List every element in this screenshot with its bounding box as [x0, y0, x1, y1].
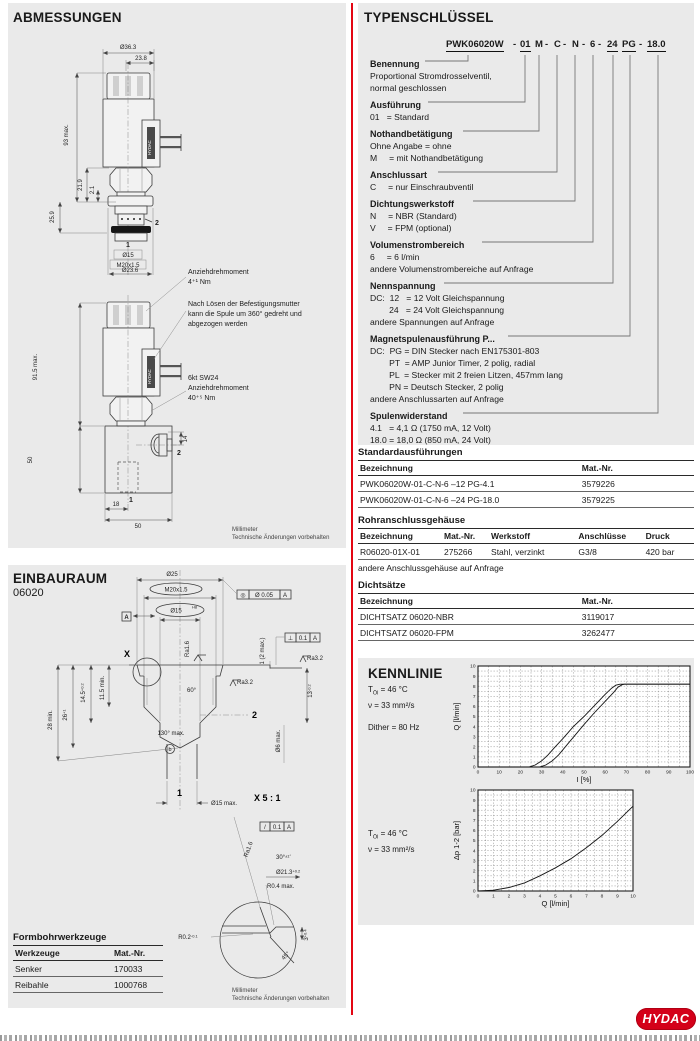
x-tick-label: 1 — [492, 894, 495, 900]
y-tick-label: 6 — [472, 829, 476, 835]
svg-text:23.8: 23.8 — [135, 56, 147, 62]
svg-text:14: 14 — [183, 435, 189, 443]
svg-text:A: A — [282, 593, 288, 599]
svg-text:1: 1 — [129, 497, 133, 504]
y-tick-label: 7 — [472, 695, 476, 700]
svg-text:X: X — [124, 649, 131, 659]
x-tick-label: 90 — [666, 770, 672, 776]
svg-text:40⁺⁵ Nm: 40⁺⁵ Nm — [188, 395, 216, 402]
svg-text:60°: 60° — [187, 688, 197, 694]
column-header: Bezeichnung — [358, 594, 580, 609]
x-tick-label: 40 — [560, 770, 566, 776]
svg-text:H8: H8 — [192, 604, 198, 610]
type-code-segment: 6 — [590, 39, 596, 50]
type-code-segment: 18.0 — [647, 39, 666, 50]
y-axis-label: Δp 1-2 [bar] — [452, 820, 461, 861]
svg-text:21.9: 21.9 — [78, 179, 84, 191]
table-cell: Reibahle — [13, 977, 112, 993]
code-section-heading: Spulenwiderstand — [370, 411, 448, 421]
svg-text:abgezogen werden: abgezogen werden — [188, 321, 248, 328]
column-divider — [351, 3, 353, 1015]
column-header: Mat.-Nr. — [112, 946, 163, 961]
svg-text:6kt SW24: 6kt SW24 — [188, 375, 219, 382]
x-tick-label: 80 — [644, 770, 651, 776]
table-row — [358, 476, 694, 492]
svg-text:Ra3.2: Ra3.2 — [307, 656, 324, 662]
tools-table-title: Formbohrwerkzeuge — [13, 932, 107, 943]
code-section-line: andere Spannungen auf Anfrage — [370, 317, 495, 327]
ordering-code-sections — [370, 53, 690, 446]
column-header: Druck — [644, 529, 694, 544]
x-tick-label: 10 — [496, 770, 502, 776]
svg-text:Ø6 max.: Ø6 max. — [276, 729, 282, 753]
svg-text:Anziehdrehmoment: Anziehdrehmoment — [188, 385, 249, 392]
standard-table-title: Standardausführungen — [358, 447, 463, 458]
svg-text:Ra1.6: Ra1.6 — [185, 640, 191, 658]
table-cell: PWK06020W-01-C-N-6 –12 PG-4.1 — [358, 476, 580, 492]
code-section-line: DC: PG = DIN Stecker nach EN175301-803 — [370, 346, 540, 356]
column-header: Anschlüsse — [576, 529, 643, 544]
svg-text:4⁺¹ Nm: 4⁺¹ Nm — [188, 279, 211, 286]
table-cell: 3579225 — [580, 492, 694, 508]
code-section-heading: Benennung — [370, 59, 420, 69]
x-tick-label: 8 — [600, 894, 604, 900]
code-section-line: 18.0 = 18,0 Ω (850 mA, 24 Volt) — [370, 435, 491, 445]
type-code-segment: - — [639, 39, 643, 50]
y-axis-label: Q [l/min] — [452, 702, 461, 731]
code-section-line: Ohne Angabe = ohne — [370, 141, 452, 151]
code-section-line: 4.1 = 4,1 Ω (1750 mA, 12 Volt) — [370, 423, 491, 433]
y-tick-label: 8 — [472, 684, 476, 690]
code-section-line: C = nur Einschraubventil — [370, 182, 474, 192]
svg-text:50: 50 — [134, 524, 142, 530]
svg-text:Ø15 max.: Ø15 max. — [211, 801, 238, 807]
svg-text:◎: ◎ — [240, 593, 246, 599]
svg-text:b: b — [168, 747, 172, 754]
x-tick-label: 3 — [523, 894, 526, 900]
x-tick-label: 70 — [623, 770, 630, 776]
type-code-segment: C — [554, 39, 561, 50]
svg-text:25.9: 25.9 — [50, 211, 56, 223]
svg-text:28 min.: 28 min. — [48, 710, 54, 730]
table-cell: PWK06020W-01-C-N-6 –24 PG-18.0 — [358, 492, 580, 508]
hydac-logo: HYDAC — [636, 1008, 696, 1030]
formbohrwerkzeuge-block — [13, 930, 163, 993]
standard-versions-table — [358, 460, 694, 508]
solenoid-valve-upper — [103, 73, 181, 192]
x-tick-label: 7 — [585, 894, 588, 900]
x-tick-label: 5 — [554, 894, 557, 900]
type-code-segment: PG — [622, 39, 636, 50]
svg-text:M20x1.5: M20x1.5 — [116, 263, 140, 269]
code-section-line: N = NBR (Standard) — [370, 211, 457, 221]
x-tick-label: 2 — [507, 894, 511, 900]
svg-text:2: 2 — [155, 220, 159, 227]
y-tick-label: 1 — [472, 755, 476, 761]
y-tick-label: 9 — [472, 798, 476, 804]
svg-text:2: 2 — [252, 710, 258, 720]
svg-text:Ra3.2: Ra3.2 — [237, 680, 254, 686]
svg-text:18: 18 — [112, 502, 120, 508]
code-section-line: Proportional Stromdrosselventil, — [370, 71, 492, 81]
table-row — [358, 625, 694, 641]
y-tick-label: 0 — [472, 889, 476, 895]
svg-text:Ø25: Ø25 — [166, 572, 178, 578]
type-code-segment: - — [598, 39, 602, 50]
code-section-line: 24 = 24 Volt Gleichspannung — [370, 305, 505, 315]
column-header: Bezeichnung — [358, 461, 580, 476]
x-tick-label: 0 — [476, 770, 480, 776]
table-row — [13, 977, 163, 993]
abmessungen-panel — [8, 3, 346, 548]
table-cell: DICHTSATZ 06020-NBR — [358, 609, 580, 625]
units-note: Millimeter — [232, 988, 258, 994]
table-row — [358, 544, 694, 560]
svg-text:11.5 min.: 11.5 min. — [100, 675, 106, 701]
table-cell: 1000768 — [112, 977, 163, 993]
table-cell: DICHTSATZ 06020-FPM — [358, 625, 580, 641]
svg-text:3+0.4: $3^{+0.4}$ — [302, 929, 310, 941]
tools-table — [13, 945, 163, 993]
code-section-line: DC: 12 = 12 Volt Gleichspannung — [370, 293, 505, 303]
abmessungen-title: ABMESSUNGEN — [13, 10, 122, 25]
svg-text:Ø15: Ø15 — [170, 608, 182, 615]
svg-text:/: / — [264, 825, 266, 831]
svg-text:Ø21.3+0.2: $Ø21.3^{+0.2}$ — [276, 868, 301, 876]
table-row — [358, 609, 694, 625]
column-header: Mat.-Nr. — [580, 461, 694, 476]
table-row — [13, 961, 163, 977]
code-section-line: PT = AMP Junior Timer, 2 polig, radial — [370, 358, 536, 368]
footer-cut-text-strip — [0, 1035, 700, 1041]
changes-note: Technische Änderungen vorbehalten — [232, 996, 330, 1002]
kennlinie-title: KENNLINIE — [368, 666, 443, 681]
code-section-line: normal geschlossen — [370, 83, 447, 93]
x-axis-label: Q [l/min] — [541, 899, 570, 908]
svg-text:50: 50 — [28, 456, 34, 464]
svg-text:A: A — [286, 825, 292, 831]
svg-text:130° max.: 130° max. — [157, 731, 185, 737]
svg-text:Ø 0.05: Ø 0.05 — [254, 593, 274, 599]
column-header: Bezeichnung — [358, 529, 442, 544]
svg-text:X 5 : 1: X 5 : 1 — [254, 793, 281, 803]
y-tick-label: 4 — [472, 849, 476, 855]
x-tick-label: 10 — [630, 894, 636, 900]
x-tick-label: 50 — [581, 770, 587, 776]
code-section-line: 01 = Standard — [370, 112, 430, 122]
svg-text:1 (2 max.): 1 (2 max.) — [260, 637, 266, 665]
cavity-profile — [48, 570, 324, 978]
type-code-segment: PWK06020W — [446, 39, 504, 50]
svg-text:45°: 45° — [280, 950, 292, 962]
svg-text:R0.4 max.: R0.4 max. — [267, 884, 295, 890]
y-tick-label: 10 — [470, 788, 476, 794]
changes-note: Technische Änderungen vorbehalten — [232, 535, 330, 541]
y-tick-label: 2 — [472, 869, 476, 875]
test-conditions-2: $T_{Öl} = 46$ °C ν = 33 mm²/s — [368, 829, 415, 854]
y-tick-label: 6 — [472, 705, 476, 711]
y-tick-label: 0 — [472, 765, 476, 771]
type-code-segment: - — [545, 39, 549, 50]
dicht-table-title: Dichtsätze — [358, 580, 406, 591]
column-header: Werkstoff — [489, 529, 576, 544]
typenschluessel-panel — [358, 3, 694, 445]
code-section-line: andere Anschlussarten auf Anfrage — [370, 394, 504, 404]
y-tick-label: 5 — [472, 715, 476, 721]
svg-text:A: A — [312, 636, 318, 642]
x-axis-label: I [%] — [576, 775, 592, 784]
y-tick-label: 3 — [472, 735, 476, 741]
test-conditions-1: $T_{Öl} = 46$ °C ν = 33 mm²/s Dither = 80 Hz — [368, 685, 420, 732]
code-section-heading: Nennspannung — [370, 281, 436, 291]
svg-text:Ø36.3: Ø36.3 — [119, 45, 137, 51]
y-tick-label: 10 — [470, 664, 476, 670]
code-section-line: PN = Deutsch Stecker, 2 polig — [370, 382, 504, 392]
table-cell: 420 bar — [644, 544, 694, 560]
code-section-heading: Volumenstrombereich — [370, 240, 465, 250]
pipe-housing-table — [358, 528, 694, 560]
type-code-segment: - — [513, 39, 517, 50]
svg-text:1: 1 — [177, 788, 183, 798]
flow-vs-current-chart — [448, 660, 694, 786]
svg-text:⊥: ⊥ — [287, 636, 294, 642]
svg-text:26+1: $26^{+1}$ — [61, 709, 69, 721]
code-section-heading: Dichtungswerkstoff — [370, 199, 455, 209]
type-code-segment: - — [582, 39, 586, 50]
einbauraum-title: EINBAURAUM — [13, 571, 108, 586]
table-cell: 170033 — [112, 961, 163, 977]
code-section-heading: Ausführung — [370, 100, 421, 110]
code-section-heading: Magnetspulenausführung P... — [370, 334, 495, 344]
svg-text:Ø23.6: Ø23.6 — [121, 268, 139, 274]
pressure-drop-vs-flow-chart — [448, 786, 694, 920]
type-code-segment: N — [572, 39, 579, 50]
svg-text:13-0.2: $13^{-0.2}$ — [306, 684, 314, 698]
column-header: Mat.-Nr. — [442, 529, 489, 544]
x-tick-label: 20 — [517, 770, 524, 776]
svg-text:30°±1°: 30°$^{\pm 1^\circ}$ — [276, 853, 292, 861]
table-row — [358, 492, 694, 508]
table-cell: 3119017 — [580, 609, 694, 625]
svg-text:0.1: 0.1 — [298, 636, 308, 642]
svg-text:1: 1 — [126, 242, 130, 249]
svg-text:91.5 max.: 91.5 max. — [33, 353, 39, 381]
dimensions-drawing — [8, 3, 346, 548]
gehaeuse-table-title: Rohranschlussgehäuse — [358, 515, 466, 526]
typenschluessel-title: TYPENSCHLÜSSEL — [364, 10, 494, 25]
svg-text:Anziehdrehmoment: Anziehdrehmoment — [188, 269, 249, 276]
y-tick-label: 1 — [472, 879, 476, 885]
svg-text:0.1: 0.1 — [272, 825, 282, 831]
x-tick-label: 6 — [569, 894, 573, 900]
svg-text:kann die Spule um 360° gedreht: kann die Spule um 360° gedreht und — [188, 311, 302, 318]
column-header: Werkzeuge — [13, 946, 112, 961]
y-tick-label: 8 — [472, 808, 476, 814]
plug-brand-label: HYDAC — [147, 140, 152, 155]
code-section-line: V = FPM (optional) — [370, 223, 452, 233]
table-cell: 275266 — [442, 544, 489, 560]
x-tick-label: 0 — [476, 894, 480, 900]
x-tick-label: 60 — [602, 770, 608, 776]
y-tick-label: 4 — [472, 725, 476, 731]
einbauraum-subtitle: 06020 — [13, 587, 44, 599]
code-section-line: M = mit Nothandbetätigung — [370, 153, 483, 163]
svg-text:93 max.: 93 max. — [64, 124, 70, 146]
svg-text:Ra1.6: Ra1.6 — [243, 841, 255, 859]
code-section-line: 6 = 6 l/min — [370, 252, 420, 262]
type-code-segment: - — [563, 39, 567, 50]
kennlinie-panel — [358, 658, 694, 925]
y-tick-label: 9 — [472, 674, 476, 680]
valve-with-housing-drawing — [28, 269, 302, 530]
y-tick-label: 2 — [472, 745, 476, 751]
y-tick-label: 5 — [472, 839, 476, 845]
table-cell: Senker — [13, 961, 112, 977]
gehaeuse-note: andere Anschlussgehäuse auf Anfrage — [358, 563, 504, 573]
units-note: Millimeter — [232, 527, 258, 533]
table-cell: 3262477 — [580, 625, 694, 641]
tables-section — [358, 445, 694, 641]
type-code-segment: M — [535, 39, 543, 50]
type-code-segment: 24 — [607, 39, 618, 50]
x-tick-label: 4 — [538, 894, 542, 900]
table-cell: R06020-01X-01 — [358, 544, 442, 560]
type-code-segment: 01 — [520, 39, 531, 50]
table-cell: Stahl, verzinkt — [489, 544, 576, 560]
x-tick-label: 100 — [685, 770, 694, 776]
x-tick-label: 30 — [538, 770, 545, 776]
svg-text:R0.2-0.1: $R0.2^{-0.1}$ — [178, 933, 198, 941]
svg-text:2.1: 2.1 — [90, 185, 96, 195]
code-section-heading: Anschlussart — [370, 170, 428, 180]
svg-text:M20x1.5: M20x1.5 — [164, 587, 188, 594]
y-tick-label: 3 — [472, 859, 476, 865]
svg-text:14.5+0.2: $14.5^{+0.2}$ — [79, 683, 87, 703]
table-cell: G3/8 — [576, 544, 643, 560]
code-section-line: andere Volumenstrombereiche auf Anfrage — [370, 264, 534, 274]
code-section-line: PL = Stecker mit 2 freien Litzen, 457mm lang — [370, 370, 563, 380]
svg-text:A: A — [124, 615, 129, 621]
svg-text:Ø15: Ø15 — [122, 253, 134, 259]
svg-text:2: 2 — [177, 450, 181, 457]
column-header: Mat.-Nr. — [580, 594, 694, 609]
seal-kits-table — [358, 593, 694, 641]
table-cell: 3579226 — [580, 476, 694, 492]
x-tick-label: 9 — [616, 894, 619, 900]
y-tick-label: 7 — [472, 819, 476, 824]
svg-text:Nach Lösen der Befestigungsmut: Nach Lösen der Befestigungsmutter — [188, 301, 300, 308]
code-section-heading: Nothandbetätigung — [370, 129, 453, 139]
